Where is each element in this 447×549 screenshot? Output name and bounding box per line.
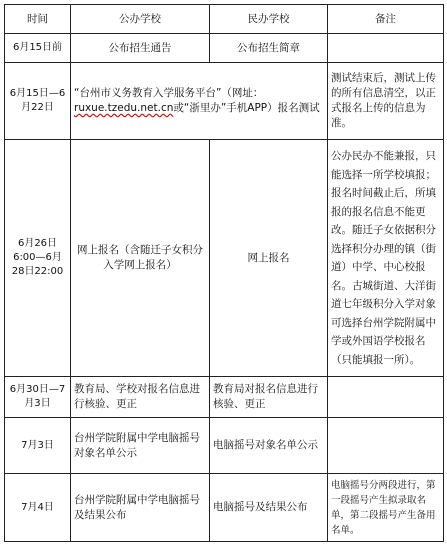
table-row bbox=[5, 140, 444, 377]
header-time: 时间 bbox=[5, 5, 71, 34]
table-row bbox=[5, 34, 444, 63]
row-public-private-merged bbox=[71, 63, 328, 140]
row-private: 教育局对报名信息进行核验、更正 bbox=[210, 377, 328, 418]
table-row bbox=[5, 474, 444, 542]
header-private-school: 民办学校 bbox=[210, 5, 328, 34]
row-public: 网上报名（含随迁子女积分入学网上报名） bbox=[71, 140, 210, 377]
platform-text-pre: “台州市义务教育入学服务平台”（网址： bbox=[74, 87, 264, 99]
platform-text-post: 或“浙里办”手机APP）报名测试 bbox=[173, 102, 320, 114]
row-time: 6月30日—7月3日 bbox=[5, 377, 71, 418]
row-private: 网上报名 bbox=[210, 140, 328, 377]
row-note bbox=[328, 418, 444, 474]
row-time: 7月4日 bbox=[5, 474, 71, 542]
row-private: 电脑摇号对象名单公示 bbox=[210, 418, 328, 474]
row-time: 6月15日—6月22日 bbox=[5, 63, 71, 140]
row-note: 公办民办不能兼报，只能选择一所学校填报；报名时间截止后，所填报的报名信息不能更改。随迁子女依据积分选择积分办理的镇（街道）中学、中心校报名。古城街道、大洋街道七年级积分入学对象可选择台州学院附属中学或外国语学校报名（只能填报一所）。 bbox=[328, 140, 444, 377]
row-time: 6月26日6:00—6月28日22:00 bbox=[5, 140, 71, 377]
row-note: 测试结束后，测试上传的所有信息清空，以正式报名上传的信息为准。 bbox=[328, 63, 444, 140]
table-row bbox=[5, 418, 444, 474]
table-row bbox=[5, 63, 444, 140]
row-public: 台州学院附属中学电脑摇号及结果公布 bbox=[71, 474, 210, 542]
row-private: 电脑摇号及结果公布 bbox=[210, 474, 328, 542]
row-private: 公布招生简章 bbox=[210, 34, 328, 63]
schedule-table-wrapper bbox=[4, 4, 444, 542]
row-note bbox=[328, 34, 444, 63]
header-public-school: 公办学校 bbox=[71, 5, 210, 34]
row-public: 台州学院附属中学电脑摇号对象名单公示 bbox=[71, 418, 210, 474]
row-time: 6月15日前 bbox=[5, 34, 71, 63]
row-time: 7月3日 bbox=[5, 418, 71, 474]
enrollment-schedule-table bbox=[4, 4, 444, 542]
header-note: 备注 bbox=[328, 5, 444, 34]
table-header-row bbox=[5, 5, 444, 34]
platform-url-link[interactable]: ruxue.tzedu.net.cn bbox=[74, 102, 174, 114]
row-public: 教育局、学校对报名信息进行核验、更正 bbox=[71, 377, 210, 418]
row-note: 电脑摇号分两段进行，第一段摇号产生拟录取名单，第二段摇号产生备用名单。 bbox=[328, 474, 444, 542]
table-row bbox=[5, 377, 444, 418]
row-public: 公布招生通告 bbox=[71, 34, 210, 63]
row-note bbox=[328, 377, 444, 418]
